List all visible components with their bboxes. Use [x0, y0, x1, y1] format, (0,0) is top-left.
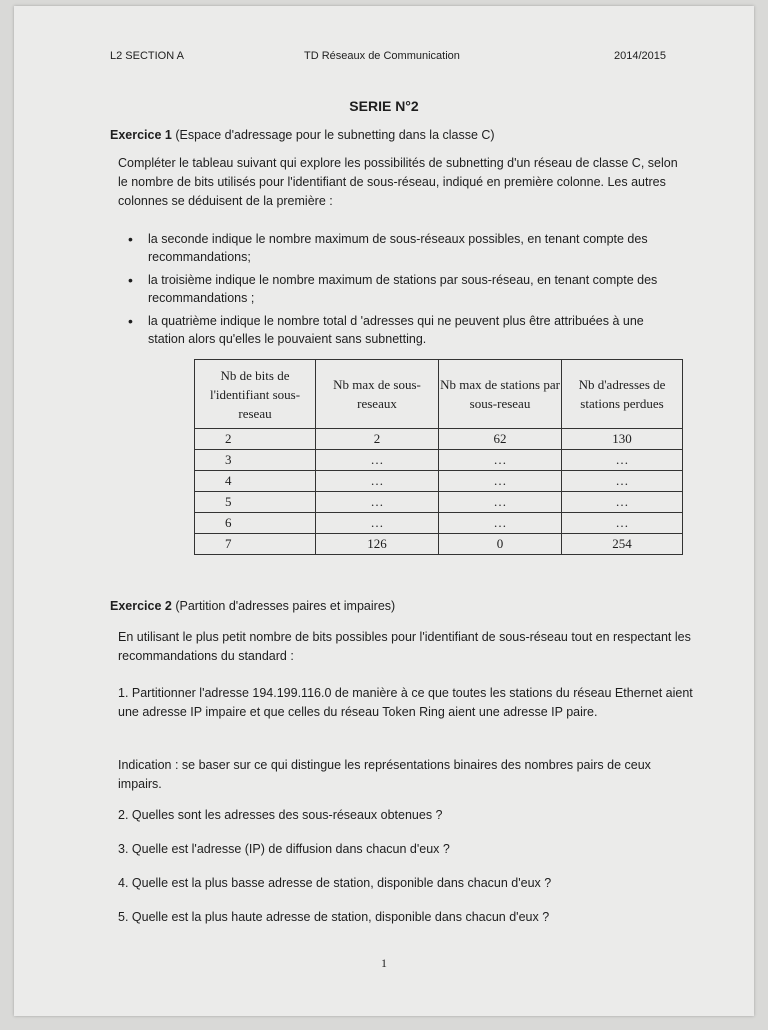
- table-cell: …: [316, 471, 439, 492]
- table-cell: 6: [195, 513, 316, 534]
- table-row: [195, 534, 683, 555]
- table-row: [195, 450, 683, 471]
- table-cell: 7: [195, 534, 316, 555]
- table-cell: …: [562, 450, 683, 471]
- question-2: 2. Quelles sont les adresses des sous-réseaux obtenues ?: [118, 808, 443, 822]
- table-cell: 2: [316, 429, 439, 450]
- question-1: 1. Partitionner l'adresse 194.199.116.0 de manière à ce que toutes les stations du réseau Ethernet aient une adresse IP impaire et que celles du réseau Token Ring aient une adresse IP paire.: [118, 686, 693, 719]
- exercise2-subtitle: (Partition d'adresses paires et impaires): [175, 599, 396, 613]
- table-cell: 254: [562, 534, 683, 555]
- table-cell: 62: [439, 429, 562, 450]
- column-header: Nb max de sous-reseaux: [316, 360, 439, 429]
- document-page: [14, 6, 754, 1016]
- exercise1-heading: [110, 128, 495, 142]
- table-cell: …: [562, 471, 683, 492]
- table-cell: …: [439, 513, 562, 534]
- table-row: [195, 429, 683, 450]
- exercise2-intro: En utilisant le plus petit nombre de bits possibles pour l'identifiant de sous-réseau tout en respectant les recommandations du standard :: [118, 630, 691, 663]
- page-title: SERIE N°2: [349, 98, 419, 114]
- column-header: Nb de bits de l'identifiant sous-reseau: [195, 360, 316, 429]
- table-cell: 5: [195, 492, 316, 513]
- table-header-row: [195, 360, 683, 429]
- table-cell: 4: [195, 471, 316, 492]
- exercise1-label: Exercice 1: [110, 128, 172, 142]
- table-cell: 126: [316, 534, 439, 555]
- subnetting-table: [194, 359, 683, 555]
- table-cell: 0: [439, 534, 562, 555]
- header-right: 2014/2015: [614, 50, 666, 62]
- column-header: Nb max de stations par sous-reseau: [439, 360, 562, 429]
- table-cell: 130: [562, 429, 683, 450]
- table-cell: 3: [195, 450, 316, 471]
- table-cell: 2: [195, 429, 316, 450]
- table-cell: …: [439, 471, 562, 492]
- table-cell: …: [562, 492, 683, 513]
- exercise1-intro: Compléter le tableau suivant qui explore les possibilités de subnetting d'un réseau de classe C, selon le nombre de bits utilisés pour l'identifiant de sous-réseau, indiqué en première colonne. Les autres colonnes se déduisent de la première :: [118, 156, 678, 208]
- bullet-item: • la quatrième indique le nombre total d 'adresses qui ne peuvent plus être attribuées à une station alors qu'elles le pouvaient sans subnetting.: [122, 312, 682, 348]
- question-5: 5. Quelle est la plus haute adresse de station, disponible dans chacun d'eux ?: [118, 910, 550, 924]
- table-cell: …: [316, 492, 439, 513]
- table-row: [195, 471, 683, 492]
- table-cell: …: [562, 513, 683, 534]
- exercise1-bullet-list: [122, 230, 682, 353]
- column-header: Nb d'adresses de stations perdues: [562, 360, 683, 429]
- table-row: [195, 492, 683, 513]
- exercise1-subtitle: (Espace d'adressage pour le subnetting dans la classe C): [175, 128, 495, 142]
- table-cell: …: [439, 450, 562, 471]
- exercise2-heading: [110, 599, 395, 613]
- question-3: 3. Quelle est l'adresse (IP) de diffusion dans chacun d'eux ?: [118, 842, 450, 856]
- exercise2-label: Exercice 2: [110, 599, 172, 613]
- table-row: [195, 513, 683, 534]
- table-cell: …: [316, 513, 439, 534]
- bullet-item: • la troisième indique le nombre maximum de stations par sous-réseau, en tenant compte des recommandations ;: [122, 271, 682, 307]
- header-center: TD Réseaux de Communication: [304, 50, 460, 62]
- question-4: 4. Quelle est la plus basse adresse de station, disponible dans chacun d'eux ?: [118, 876, 552, 890]
- hint: Indication : se baser sur ce qui distingue les représentations binaires des nombres pairs de ceux impairs.: [118, 758, 651, 791]
- page-number: 1: [381, 956, 387, 970]
- table-cell: …: [439, 492, 562, 513]
- header-left: L2 SECTION A: [110, 50, 184, 62]
- bullet-item: • la seconde indique le nombre maximum de sous-réseaux possibles, en tenant compte des recommandations;: [122, 230, 682, 266]
- table-cell: …: [316, 450, 439, 471]
